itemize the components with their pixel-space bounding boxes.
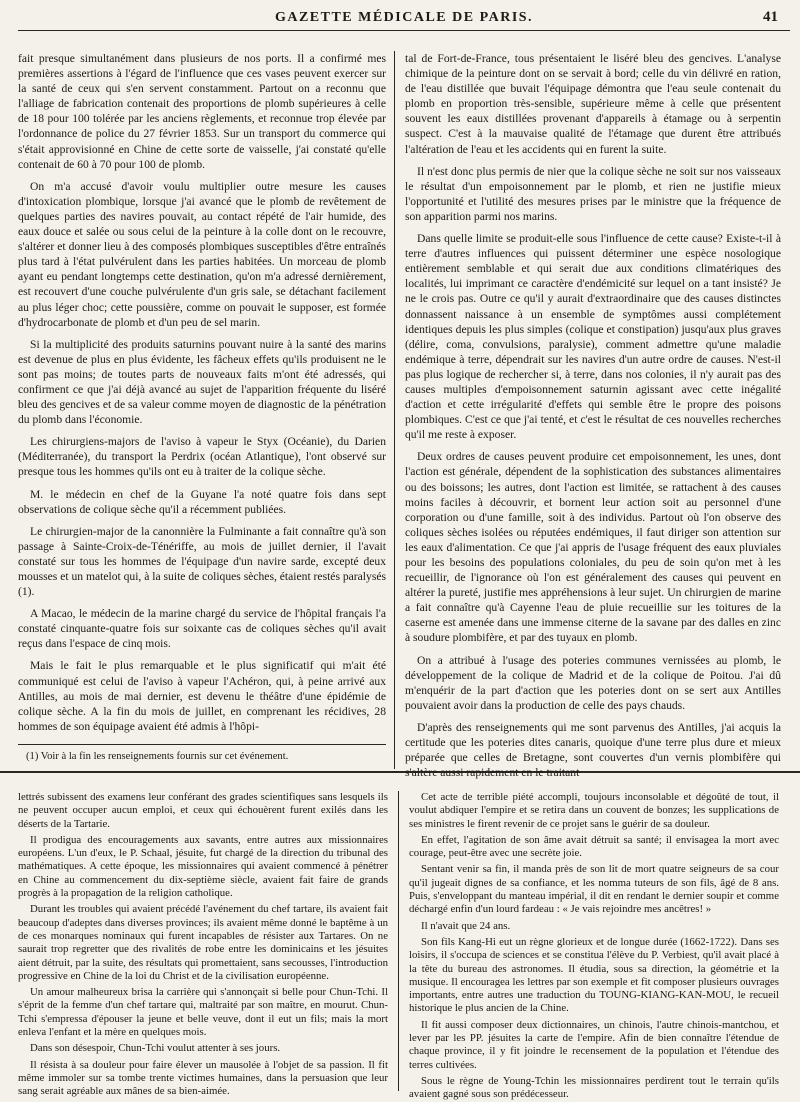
paragraph: Il n'est donc plus permis de nier que la colique sèche ne soit sur nos vaisseaux le résultat d'un empoisonnement par le plomb, et rien ne justifie mieux l'opportunité et l'utilité des mesures prises par le ministre que la fréquence de son apparition parmi nos marins. bbox=[405, 164, 781, 223]
paragraph: Sous le règne de Young-Tchin les missionnaires perdirent tout le terrain qu'ils avaient gagné sous son prédécesseur. bbox=[409, 1074, 779, 1101]
feuilleton-section bbox=[18, 791, 790, 1101]
paragraph: Cet acte de terrible piété accompli, toujours inconsolable et dégoûté de tout, il voulut abdiquer l'empire et se retira dans un couvent de bonzes; les supplications de ses ministres le firent revenir de ce projet sans le guérir de sa douleur. bbox=[409, 791, 779, 830]
paragraph: tal de Fort-de-France, tous présentaient le liséré bleu des gencives. L'analyse chimique de la peinture dont on se servait à bord; celle du vin délivré en ration, de l'eau distillée que buvait l'équipage démontra que l'eau seule contenait du plomb en proportion très-sensible, supérieure même à celle que présentent souvent les eaux distillées provenant d'appareils à étamage ou à serpentin suspect. C'est à la mauvaise qualité de l'étamage que durent être attribués l'altération de l'eau et les accidents qui en furent la suite. bbox=[405, 52, 781, 156]
paragraph: Durant les troubles qui avaient précédé l'avénement du chef tartare, ils avaient fait beaucoup d'adeptes dans diverses provinces; ils avaient même donné le baptême à un de ces monarques nominaux qui furent incapables de résister aux Tartares. On ne saurait trop regretter que des rivalités de robe entre les dominicains et les jésuites aient détruit, par la suite, des résultats qui promettaient, sans secousses, l'introduction progressive en Chine de la loi du Christ et de la civilisation européenne. bbox=[18, 903, 388, 982]
article-section bbox=[18, 51, 790, 780]
journal-title: GAZETTE MÉDICALE DE PARIS. bbox=[274, 10, 534, 25]
paragraph: En effet, l'agitation de son âme avait détruit sa santé; il envisagea la mort avec courage, peut-être avec une secrète joie. bbox=[409, 833, 779, 860]
paragraph: Dans son désespoir, Chun-Tchi voulut attenter à ses jours. bbox=[30, 1042, 281, 1055]
paragraph: Mais le fait le plus remarquable et le plus significatif qui m'ait été communiqué est celui de l'aviso à vapeur l'Achéron, qui, à peine arrivé aux Antilles, au mois de mai dernier, est devenu le théâtre d'une épidémie de colique sèche. A la fin du mois de juillet, en comprenant les récidives, 28 hommes de son équipage avaient été admis à l'hôpi- bbox=[18, 659, 386, 733]
paragraph: A Macao, le médecin de la marine chargé du service de l'hôpital français l'a constaté cinquante-quatre fois sur soixante cas de coliques sèches qu'il avait reçus dans l'espace de cinq mois. bbox=[18, 607, 386, 651]
paragraph: Un amour malheureux brisa la carrière qui s'annonçait si belle pour Chun-Tchi. Il s'éprit de la femme d'un chef tartare qui, maltraité par son maître, en mourut. Chun-Tchi s'empressa d'épouser la jeune et belle veuve, dont il eut un fils; mais la mort enleva l'enfant et la mère en quelques mois. bbox=[18, 986, 388, 1039]
paragraph: Son fils Kang-Hi eut un règne glorieux et de longue durée (1662-1722). Dans ses loisirs, il s'occupa de sciences et se constitua l'élève du P. Verbiest, qu'il avait placé à la tête du bureau des astronomes. Il étudia, sous sa direction, la géométrie et la musique. Il encouragea les lettres par son exemple et fit composer plusieurs ouvrages importants, entre autres une traduction du TOUNG-KIANG-KAN-MOU, le recueil historique le plus ancien de la Chine. bbox=[409, 935, 779, 1015]
article-column-right bbox=[395, 51, 781, 780]
paragraph: Le chirurgien-major de la canonnière la Fulminante a fait connaître qu'à son passage à Sainte-Croix-de-Ténériffe, au mois de juillet dernier, il l'avait constaté sur tous les hommes de l'équipage d'un navire sarde, excepté deux mousses et un matelot qui, à la suite de coliques sèches, étaient restés paralysés (1). bbox=[18, 524, 386, 599]
page-number: 41 bbox=[763, 9, 778, 25]
paragraph: Si la multiplicité des produits saturnins pouvant nuire à la santé des marins est devenue de plus en plus évidente, les fâcheux effets qu'ils produisent ne le sont pas moins; de toutes parts de nouveaux faits m'ont été adressés, qui confirment ce que j'ai déjà avancé au sujet de l'apparition fréquente du liséré bleu des gencives et de sa valeur comme moyen de diagnostic de la pénétration du plomb dans l'économie. bbox=[18, 337, 386, 427]
paragraph: M. le médecin en chef de la Guyane l'a noté quatre fois dans sept observations de colique sèche qu'il a récemment publiées. bbox=[18, 487, 386, 516]
paragraph: Il n'avait que 24 ans. bbox=[421, 919, 511, 932]
paragraph: Il résista à sa douleur pour faire élever un mausolée à l'objet de sa passion. Il fit même immoler sur sa tombe trente victimes humaines, dans la persuasion que leur sang serait agréable aux mânes de sa bien-aimée. bbox=[18, 1058, 388, 1098]
paragraph: Il prodigua des encouragements aux savants, entre autres aux missionnaires européens. L'un d'eux, le P. Schaal, jésuite, fut chargé de la direction du tribunal des mathématiques. A cette époque, les missionnaires qui avaient commencé à pénétrer en Chine au commencement du dix-septième siècle, avaient fait faire de grands progrès à la propagation de la religion catholique. bbox=[18, 833, 388, 900]
article-column-left bbox=[18, 51, 394, 769]
footnote-divider bbox=[18, 744, 386, 745]
paragraph: Deux ordres de causes peuvent produire cet empoisonnement, les unes, dont l'action est générale, dépendent de la sophistication des substances alimentaires ou des boissons; les autres, dont l'action est limitée, se rattachent à des causes moins faciles à découvrir, et bornent leur action soit au personnel d'une corporation ou d'une famille, soit à des individus. Partout où l'on observe des coliques sèches isolées ou réputées endémiques, il faut diriger son attention sur les eaux d'alimentation. Ce que j'ai appris de l'usage fréquent des eaux pluviales pour les besoins des populations coloniales, du peu de soin qu'on met à les recueillir, de l'ignorance où l'on est généralement des causes qui peuvent en altérer la pureté, justifie mes appréhensions à leur sujet. Un chirurgien de marine a fait connaître qu'à Cayenne l'eau de pluie recueillie sur les toitures de la caserne est amenée dans une immense citerne de la savane par des dalles en zinc à soudure plombifère, et par des tuyaux en plomb. bbox=[405, 450, 781, 645]
paragraph: Dans quelle limite se produit-elle sous l'influence de cette cause? Existe-t-il à terre d'autres influences qui puissent déterminer une espèce nosologique entièrement semblable et qui serait due aux conditions climatériques des localités, lui imprimant ce caractère d'endémicité sur lequel on a tant insisté? Je ne le crois pas. Outre ce qu'il y aurait d'extraordinaire que des causes distinctes donnassent naissance à un ensemble de symptômes aussi complétement identiques depuis les plus simples (colique et constipation) jusqu'aux plus graves (délire, coma, convulsions, paralysie), comment admettre qu'une maladie endémique à terre, dépendrait sur les navires d'un autre ordre de causes. N'est-il pas plus logique de rechercher si, à terre, dans nos colonies, il n'y aurait pas des causes multiples d'empoisonnement saturnin agissant avec cette inégalité d'action et cette irrégularité d'effets qui semble être le propre des poisons plombiques. C'est ce que j'ai tenté, et c'est le résultat de ces nouvelles recherches qu'il me reste à exposer. bbox=[405, 232, 781, 442]
paragraph: D'après des renseignements qui me sont parvenus des Antilles, j'ai acquis la certitude que les poteries dites canaris, quoique d'une terre plus dure et mieux préparée que celles de Bretagne, sont couvertes d'un vernis plombifère qui s'altère aussi rapidement en le traitant bbox=[405, 720, 781, 780]
paragraph: Sentant venir sa fin, il manda près de son lit de mort quatre seigneurs de sa cour qu'il jugeait dignes de sa confiance, et les nomma tuteurs de son fils, âgé de 8 ans. Puis, s'enveloppant du manteau impérial, il dit en rendant le dernier soupir et comme déchargé enfin d'un lourd fardeau : « Je vais rejoindre mes ancêtres! » bbox=[409, 863, 779, 916]
paragraph: Les chirurgiens-majors de l'aviso à vapeur le Styx (Océanie), du Darien (Méditerranée), du transport la Perdrix (océan Atlantique), l'ont observé sur presque tous les hommes qu'ils ont eu à traiter de la colique sèche. bbox=[18, 435, 386, 479]
paragraph: On m'a accusé d'avoir voulu multiplier outre mesure les causes d'intoxication plombique, lorsque j'ai avancé que le plomb de revêtement de quelques parties des navires pouvait, au contact répété de l'air humide, des eaux douce et salée ou sous celui de la peinture à la colle dont on le recouvre, s'altérer et donner lieu à des composés plombiques susceptibles d'être entraînés plus tard à l'état pulvérulent dans les parties habitées. Un morceau de plomb ayant eu pendant longtemps cette destination, qu'on m'a adressé dernièrement, est recouvert d'une couche pulvérulente d'un gris sale, se détachant facilement au plus léger choc; cette poussière, comme on pouvait le supposer, est formée d'hydrocarbonate de plomb et d'un peu de sel marin. bbox=[18, 179, 386, 329]
footnote: (1) Voir à la fin les renseignements fournis sur cet événement. bbox=[26, 750, 289, 762]
paragraph: fait presque simultanément dans plusieurs de nos ports. Il a confirmé mes premières assertions à l'égard de l'influence que ces vases peuvent exercer sur la santé de ceux qui s'en servent constamment. Partout on a reconnu que l'alliage de fabrication contenait des proportions de plomb supérieures à celle de 18 pour 100 tolérée par les anciens règlements, et reconnue trop élevée par l'ordonnance de police du 27 février 1853. Sur un transport du commerce qui s'était approvisionné en Chine de cette sorte de vaisselle, j'ai constaté qu'elle contenait de 60 à 70 pour 100 de plomb. bbox=[18, 52, 386, 171]
feuilleton-column-right bbox=[399, 791, 779, 1101]
feuilleton-column-left bbox=[18, 791, 398, 1098]
paragraph: Il fit aussi composer deux dictionnaires, un chinois, l'autre chinois-mantchou, et lever par les PP. jésuites la carte de l'empire. Afin de bien connaître l'étendue de chaque province, il y fit joindre le recensement de la population et l'étendue des terres cultivées. bbox=[409, 1018, 779, 1071]
paragraph: On a attribué à l'usage des poteries communes vernissées au plomb, le développement de la colique de Madrid et de la colique de Poitou. J'ai dû m'enquérir de la part d'action que les poteries dont on se sert aux Antilles pouvaient avoir dans la production de celle des pays chauds. bbox=[405, 653, 781, 712]
paragraph: lettrés subissent des examens leur conférant des grades scientifiques sans lesquels ils ne peuvent occuper aucun emploi, et ceux qui échouèrent furent exilés dans les déserts de la Tartarie. bbox=[18, 791, 388, 830]
page-header bbox=[18, 6, 790, 31]
